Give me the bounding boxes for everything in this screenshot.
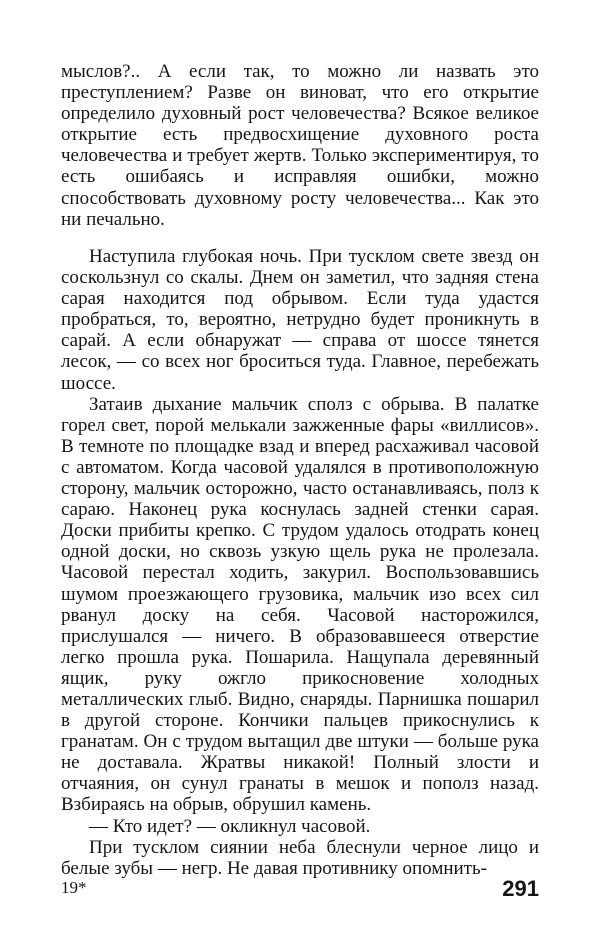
printer-signature: 19* <box>61 878 87 897</box>
opening-paragraph: мыслов?.. А если так, то можно ли назвать это преступлением? Разве он виноват, что его открытие определило духовный рост человечества? Всякое великое открытие есть предвосхищение духовного роста человечества и требует жертв. Только экспериментируя, то есть ошибаясь и исправляя ошибки, можно способствовать духовному росту человечества... Как это ни печально. <box>61 61 539 230</box>
paragraph-night: Наступила глубокая ночь. При тусклом свете звезд он соскользнул со скалы. Днем он заметил, что задняя стена сарая находится под обрывом. Если туда удастся пробраться, то, вероятно, нетрудно будет проникнуть в сарай. А если обнаружат — справа от шоссе тянется лесок, — со всех ног броситься туда. Главное, перебежать шоссе. <box>61 246 539 394</box>
paragraph-shed: Затаив дыхание мальчик сполз с обрыва. В палатке горел свет, порой мелькали зажженные фары «виллисов». В темноте по площадке взад и вперед расхаживал часовой с автоматом. Когда часовой удалялся в противоположную сторону, мальчик осторожно, часто останавливаясь, полз к сараю. Наконец рука коснулась задней стенки сарая. Доски прибиты крепко. С трудом удалось отодрать конец одной доски, но сквозь узкую щель рука не пролезала. Часовой перестал ходить, закурил. Воспользовавшись шумом проезжающего грузовика, мальчик изо всех сил рванул доску на себя. Часовой насторожился, прислушался — ничего. В образовавшееся отверстие легко прошла рука. Пошарила. Нащупала деревянный ящик, руку ожгло прикосновение холодных металлических глыб. Видно, снаряды. Парнишка пошарил в другой стороне. Кончики пальцев прикоснулись к гранатам. Он с трудом вытащил две штуки — больше рука не доставала. Жратвы никакой! Полный злости и отчаяния, он сунул гранаты в мешок и пополз назад. Взбираясь на обрыв, обрушил камень. <box>61 393 539 816</box>
opening-text-block <box>61 61 539 230</box>
page-footer <box>61 876 539 902</box>
paragraph-encounter: При тусклом сиянии неба блеснули черное лицо и белые зубы — негр. Не давая противнику опомнить- <box>61 836 539 879</box>
page-number: 291 <box>502 876 539 901</box>
main-text-block <box>61 246 539 879</box>
paragraph-sentry-call: — Кто идет? — окликнул часовой. <box>89 815 371 837</box>
